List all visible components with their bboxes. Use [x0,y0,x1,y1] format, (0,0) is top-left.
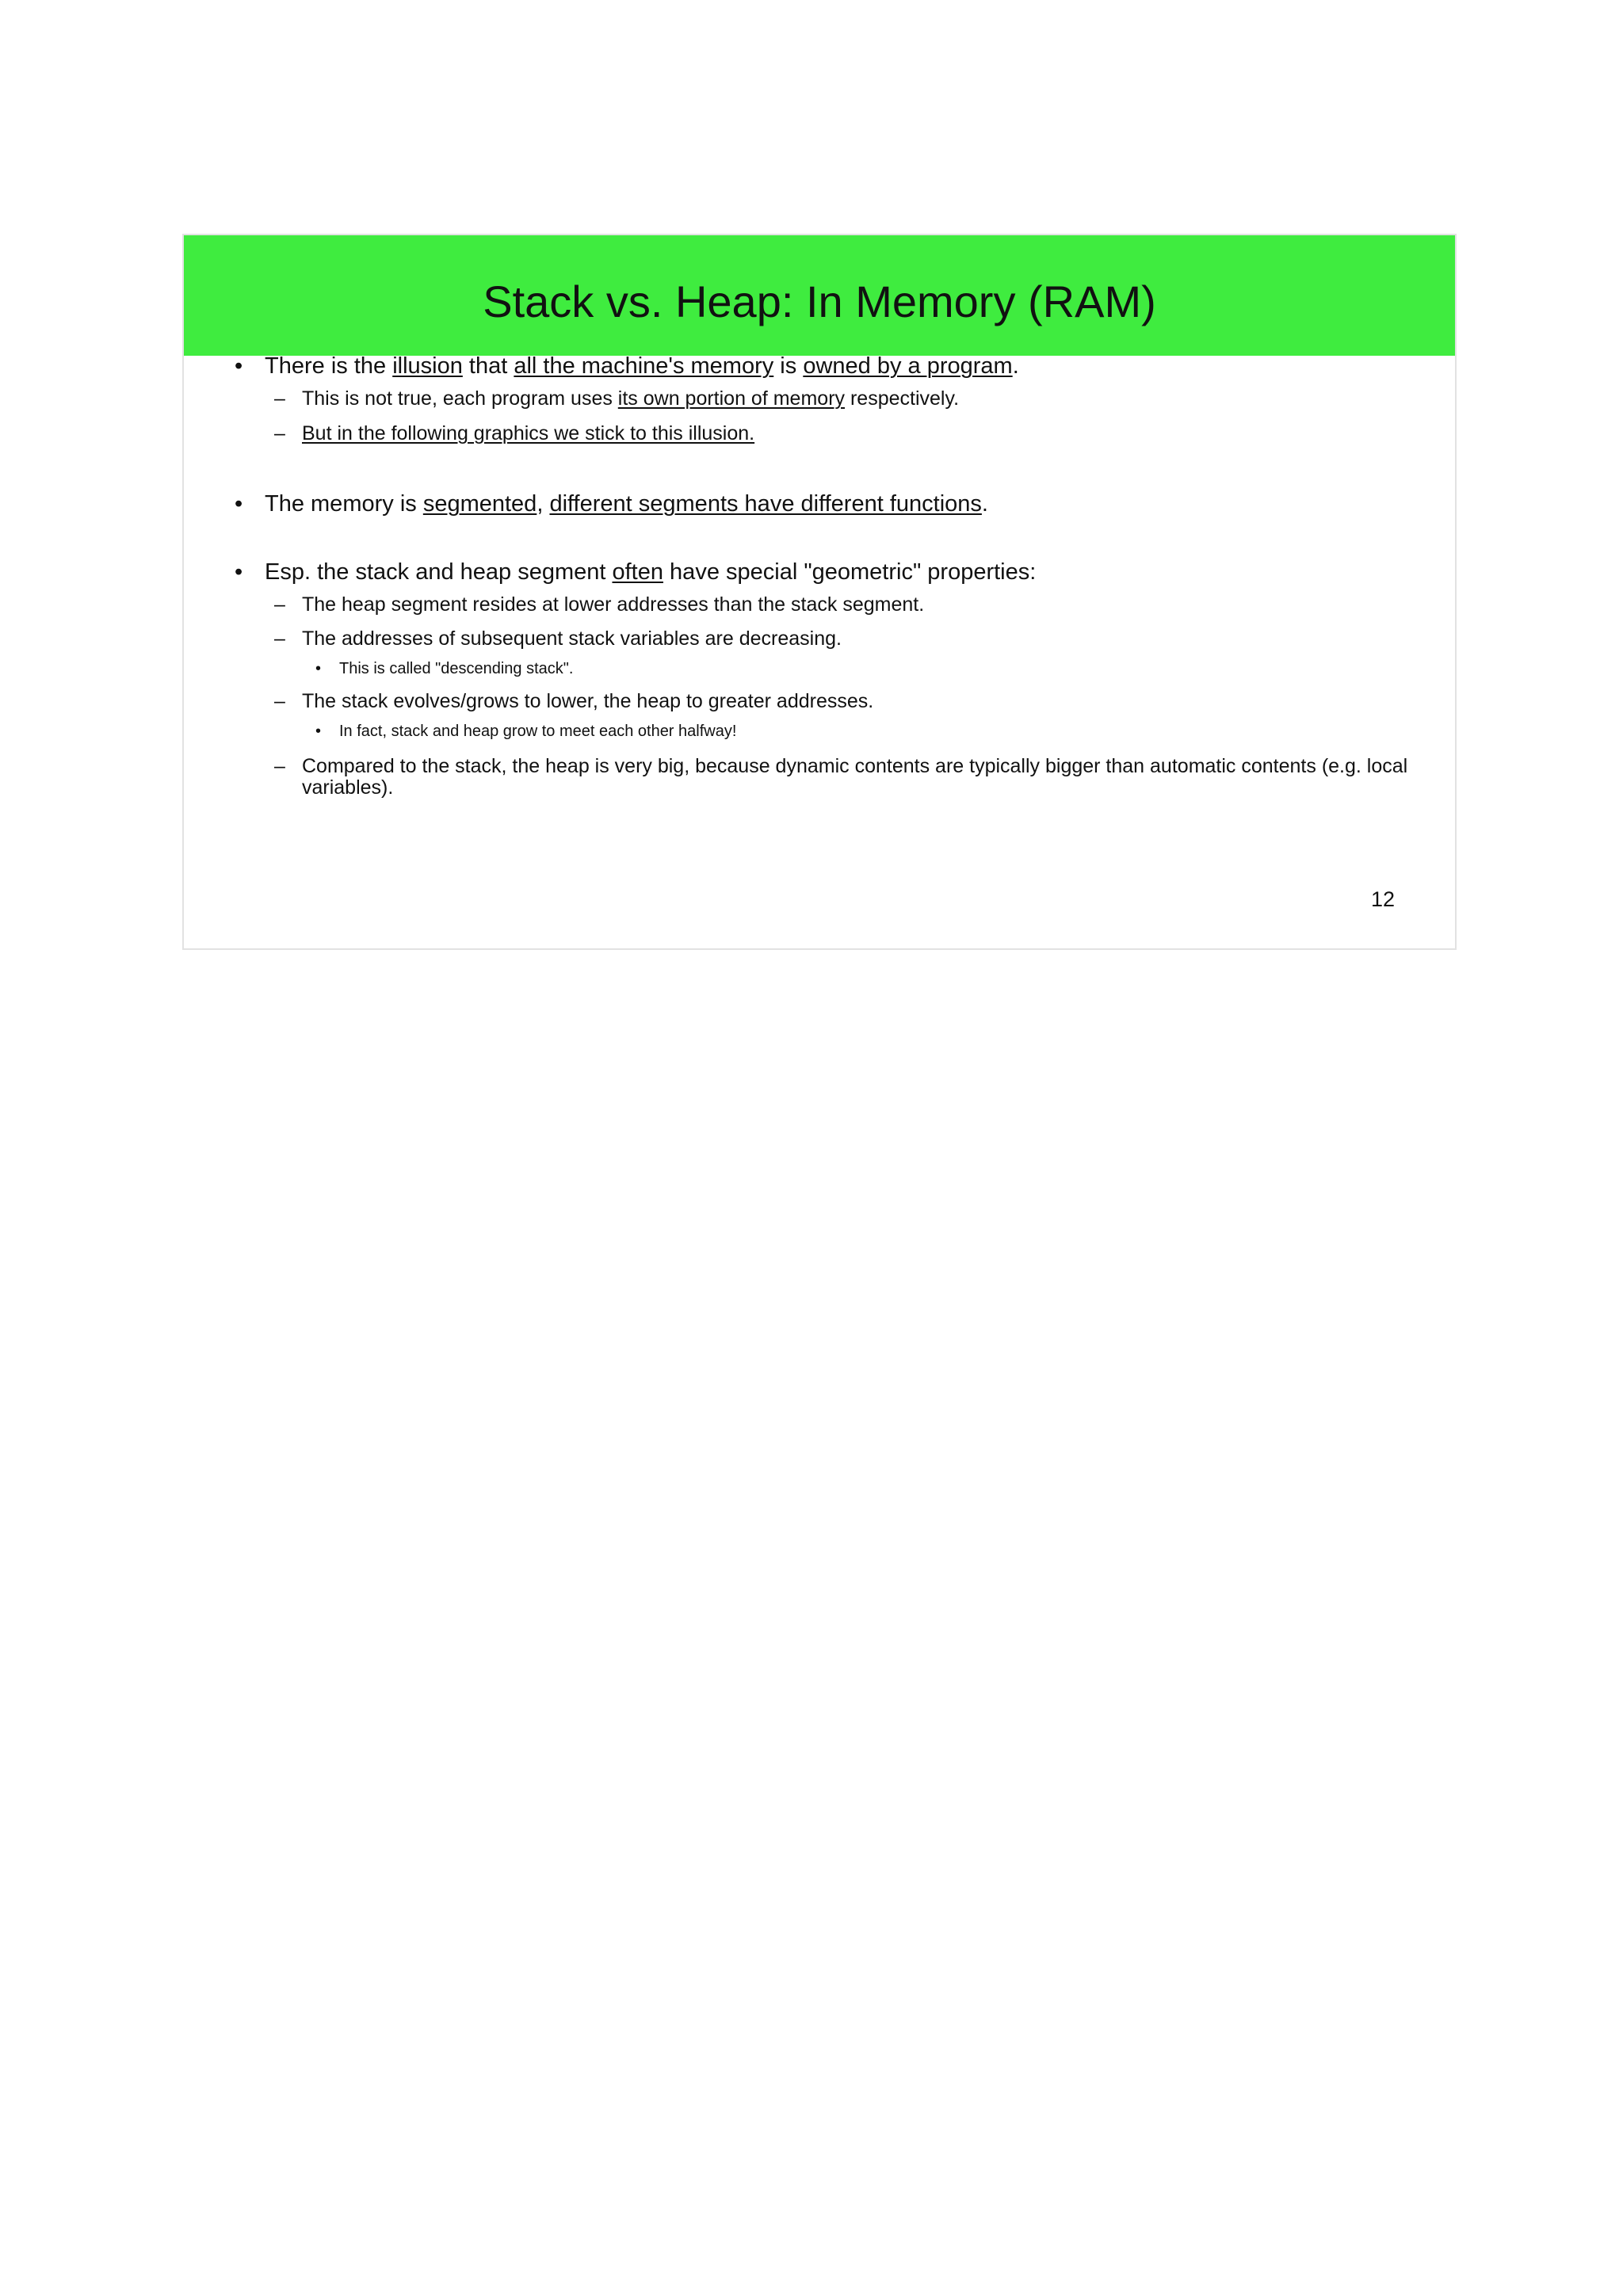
bullet-3-sub-4-line-2: variables). [302,776,394,799]
bullet-3-sub-2-sub-1: This is called "descending stack". [339,660,574,677]
bullet-2-text-2: , [537,491,550,517]
bullet-marker: • [235,559,243,585]
bullet-1-underline-1: illusion [392,353,463,379]
bullet-marker: • [235,353,243,379]
sub-bullet-marker: – [274,755,285,777]
bullet-2 [265,490,988,517]
sub-bullet-marker: – [274,627,285,650]
bullet-1-underline-2: all the machine's memory [514,353,774,379]
bullet-1-sub-1-text-2: respectively. [845,387,960,410]
bullet-1-sub-2-underline-1: But in the following graphics we stick to this illusion. [302,422,755,444]
title-bar [184,235,1455,356]
bullet-1-underline-3: owned by a program [803,353,1013,379]
bullet-3-text-2: have special "geometric" properties: [663,559,1037,585]
bullet-1-text-3: is [773,353,804,379]
bullet-3-sub-3: The stack evolves/grows to lower, the heap to greater addresses. [302,690,874,712]
bullet-marker: • [235,491,243,517]
bullet-2-underline-1: segmented [422,491,537,517]
bullet-3-sub-1: The heap segment resides at lower addresses than the stack segment. [302,593,925,616]
sub-sub-bullet-marker: • [315,660,322,677]
bullet-1-sub-1-underline-1: its own portion of memory [617,387,846,410]
sub-bullet-marker: – [274,422,285,444]
sub-bullet-marker: – [274,690,285,712]
sub-sub-bullet-marker: • [315,723,322,740]
slide-title: Stack vs. Heap: In Memory (RAM) [483,277,1156,326]
bullet-3-sub-2: The addresses of subsequent stack variables are decreasing. [302,627,842,650]
slide [182,234,1457,950]
bullet-1-text-1: There is the [265,353,393,379]
bullet-3-text-1: Esp. the stack and heap segment [265,559,613,585]
sub-bullet-marker: – [274,593,285,616]
bullet-1-sub-1-text-1: This is not true, each program uses [302,387,618,410]
bullet-2-text-1: The memory is [265,491,423,517]
bullet-1-text-2: that [462,353,514,379]
page-number: 12 [1371,887,1396,911]
bullet-3-sub-3-sub-1: In fact, stack and heap grow to meet each other halfway! [339,723,737,740]
bullet-1-text-4: . [1012,353,1019,379]
bullet-3 [265,559,1036,585]
bullet-2-underline-2: different segments have different functions [549,491,982,517]
bullet-1 [265,353,1019,379]
bullet-3-sub-4-line-1: Compared to the stack, the heap is very big, because dynamic contents are typically bigger than automatic contents (e.g. local [302,755,1408,777]
bullet-1-sub-1 [302,387,959,410]
bullet-3-underline-1: often [612,559,663,585]
sub-bullet-marker: – [274,387,285,410]
bullet-1-sub-2 [302,421,754,445]
bullet-2-text-3: . [981,491,988,517]
